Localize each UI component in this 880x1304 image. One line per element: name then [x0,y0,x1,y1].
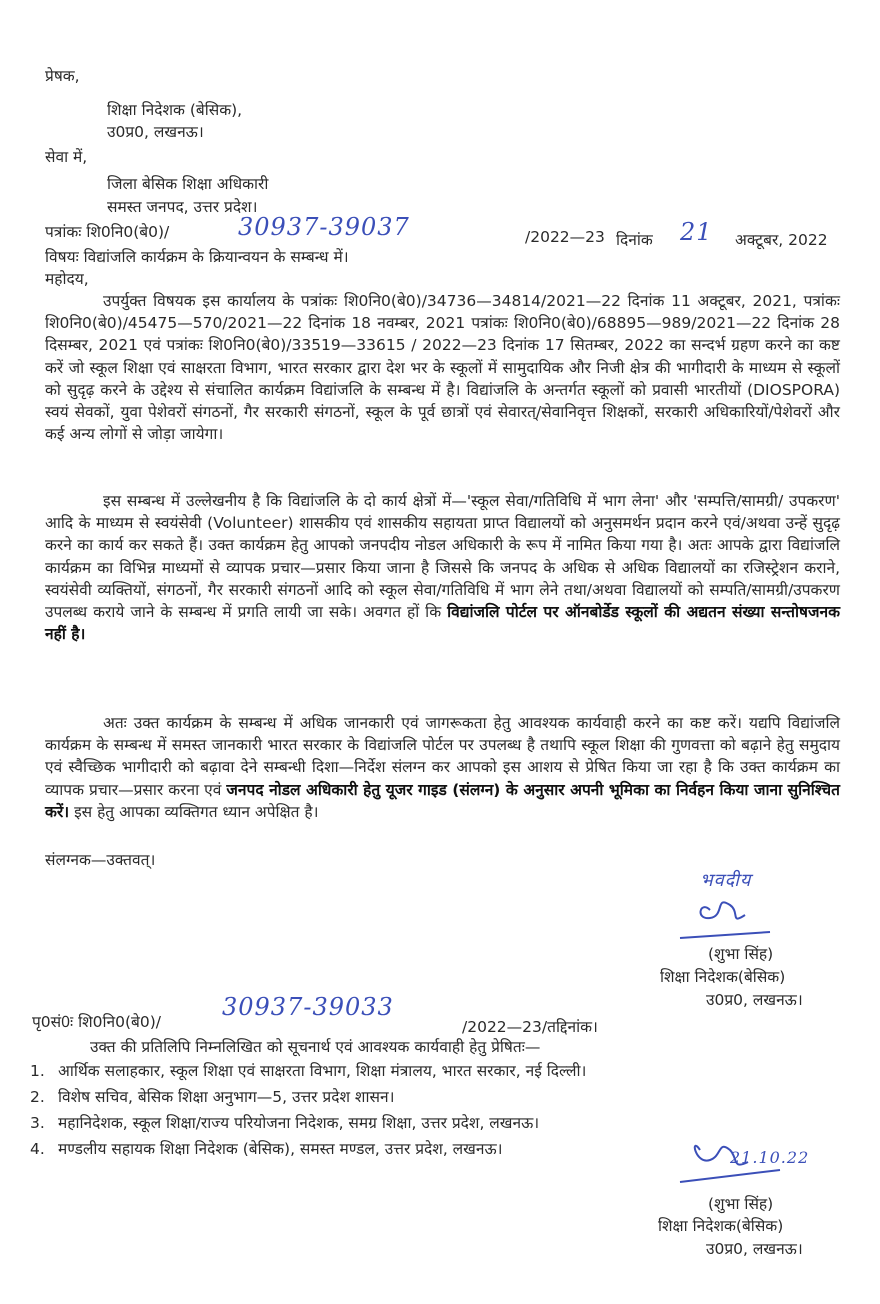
signatory-place: उ0प्र0, लखनऊ। [706,991,803,1009]
date-label: दिनांक [616,231,653,249]
list-item [30,1086,586,1108]
date-handwritten: 21 [680,218,713,246]
list-number: 4. [30,1140,45,1158]
closing: भवदीय [700,870,752,891]
list-number: 2. [30,1088,45,1106]
paragraph-3-end: इस हेतु आपका व्यक्तिगत ध्यान अपेक्षित है। [74,802,319,821]
paragraph-3-emphasis: जनपद नोडल अधिकारी हेतु यूजर गाइड (संलग्न) के अनुसार अपनी भूमिका का निर्वहन किया जाना सुनिश्चित करें। [45,780,840,821]
recipient-line: जिला बेसिक शिक्षा अधिकारी [107,175,269,193]
signatory-2-name: (शुभा सिंह) [708,1195,774,1213]
sender-line: उ0प्र0, लखनऊ। [107,123,204,141]
list-number: 1. [30,1062,45,1080]
sender-line: शिक्षा निदेशक (बेसिक), [107,101,243,119]
signatory-title: शिक्षा निदेशक(बेसिक) [660,968,786,986]
subject: विषयः विद्यांजलि कार्यक्रम के क्रियान्वयन के सम्बन्ध में। [45,248,349,266]
list-text: आर्थिक सलाहकार, स्कूल शिक्षा एवं साक्षरता विभाग, शिक्षा मंत्रालय, भारत सरकार, नई दिल्ली। [58,1062,587,1080]
copy-reference-label: पृ0सं0ः शि0नि0(बे0)/ [32,1013,161,1031]
sender-label: प्रेषक, [45,67,80,85]
signature-date-handwritten: 21.10.22 [730,1148,810,1167]
reference-label: पत्रांकः शि0नि0(बे0)/ [45,223,170,241]
paragraph-1: उपर्युक्त विषयक इस कार्यालय के पत्रांकः शि0नि0(बे0)/34736—34814/2021—22 दिनांक 11 अक्टूबर, 2021, पत्रांकः शि0नि0(बे0)/45475—570/2021—22 दिनांक 18 नवम्बर, 2021 पत्रांकः शि0नि0(बे0)/68895—989/2021—22 दिनांक 28 दिसम्बर, 2021 एवं पत्रांकः शि0नि0(बे0)/33519—33615 / 2022—23 दिनांक 17 सितम्बर, 2022 का सन्दर्भ ग्रहण करने का कष्ट करें जो स्कूल शिक्षा एवं साक्षरता विभाग, भारत सरकार द्वारा देश भर के स्कूलों में सामुदायिक और निजी क्षेत्र की भागीदारी के माध्यम से स्कूलों को सुदृढ़ करने के उद्देश्य से संचालित कार्यक्रम विद्यांजलि के सम्बन्ध में है। विद्यांजलि के अन्तर्गत स्कूलों को प्रवासी भारतीयों (DIOSPORA) स्वयं सेवकों, युवा पेशेवरों संगठनों, गैर सरकारी संगठनों, स्कूल के पूर्व छात्रों एवं सेवारत्/सेवानिवृत्त शिक्षकों, सरकारी अधिकारियों/पेशेवरों और कई अन्य लोगों से जोड़ा जायेगा। [45,292,840,444]
signatory-2-title: शिक्षा निदेशक(बेसिक) [658,1217,784,1235]
reference-year: /2022—23 [525,228,605,246]
copy-intro: उक्त की प्रतिलिपि निम्नलिखित को सूचनार्थ एवं आवश्यक कार्यवाही हेतु प्रेषितः— [90,1038,541,1056]
paragraph-3-text: अतः उक्त कार्यक्रम के सम्बन्ध में अधिक जानकारी एवं जागरूकता हेतु आवश्यक कार्यवाही करने का कष्ट करें। यद्यपि विद्यांजलि कार्यक्रम के सम्बन्ध में समस्त जानकारी भारत सरकार के विद्यांजलि पोर्टल पर उपलब्ध है तथापि स्कूल शिक्षा की गुणवत्ता को बढ़ाने हेतु समुदाय एवं स्वैच्छिक भागीदारी को बढ़ावा देने सम्बन्धी दिशा—निर्देश संलग्न कर आपको इस आशय से प्रेषित किया जा रहा है कि उक्त कार्यक्रम का व्यापक प्रचार—प्रसार करना एवं [45,714,840,799]
list-item [30,1112,586,1134]
copy-reference-year: /2022—23/तद्दिनांक। [462,1018,598,1036]
paragraph-2 [45,490,840,645]
recipient-line: समस्त जनपद, उत्तर प्रदेश। [107,198,258,216]
copy-list [30,1060,586,1160]
signatory-2-place: उ0प्र0, लखनऊ। [706,1240,803,1258]
list-text: विशेष सचिव, बेसिक शिक्षा अनुभाग—5, उत्तर प्रदेश शासन। [58,1088,395,1106]
reference-number-handwritten: 30937-39037 [238,213,410,241]
list-item [30,1060,586,1082]
paragraph-2-text: इस सम्बन्ध में उल्लेखनीय है कि विद्यांजलि के दो कार्य क्षेत्रों में—'स्कूल सेवा/गतिविधि में भाग लेना' और 'सम्पत्ति/सामग्री/ उपकरण' आदि के माध्यम से स्वयंसेवी (Volunteer) शासकीय एवं शासकीय सहायता प्राप्त विद्यालयों को अनुसमर्थन प्रदान करने एवं/अथवा उन्हें सुदृढ़ करने का कार्य कर सकते हैं। उक्त कार्यक्रम हेतु आपको जनपदीय नोडल अधिकारी के रूप में नामित किया गया है। अतः आपके द्वारा विद्यांजलि कार्यक्रम का विभिन्न माध्यमों से व्यापक प्रचार—प्रसार किया जाना है जिससे कि जनपद के अधिक से अधिक विद्यालयों का रजिस्ट्रेशन कराने, स्वयंसेवी व्यक्तियों, संगठनों, गैर सरकारी संगठनों आदि को स्कूल सेवा/गतिविधि में भाग लेने तथा/अथवा विद्यालयों को सम्पति/सामग्री/उपकरण उपलब्ध कराये जाने के सम्बन्ध में प्रगति लायी जा सके। अवगत हों कि [45,492,840,622]
enclosure: संलग्नक—उक्तवत्। [45,851,156,869]
list-text: महानिदेशक, स्कूल शिक्षा/राज्य परियोजना निदेशक, समग्र शिक्षा, उत्तर प्रदेश, लखनऊ। [58,1114,540,1132]
list-item [30,1138,586,1160]
list-number: 3. [30,1114,45,1132]
date-month: अक्टूबर, 2022 [735,231,828,249]
signatory-name: (शुभा सिंह) [708,945,774,963]
copy-reference-handwritten: 30937-39033 [222,993,394,1021]
salutation: महोदय, [45,270,89,288]
list-text: मण्डलीय सहायक शिक्षा निदेशक (बेसिक), समस्त मण्डल, उत्तर प्रदेश, लखनऊ। [58,1140,503,1158]
to-label: सेवा में, [45,148,88,166]
paragraph-2-emphasis: विद्यांजलि पोर्टल पर ऑनबोर्डेड स्कूलों की अद्यतन संख्या सन्तोषजनक नहीं है। [45,603,841,644]
paragraph-3 [45,712,840,823]
